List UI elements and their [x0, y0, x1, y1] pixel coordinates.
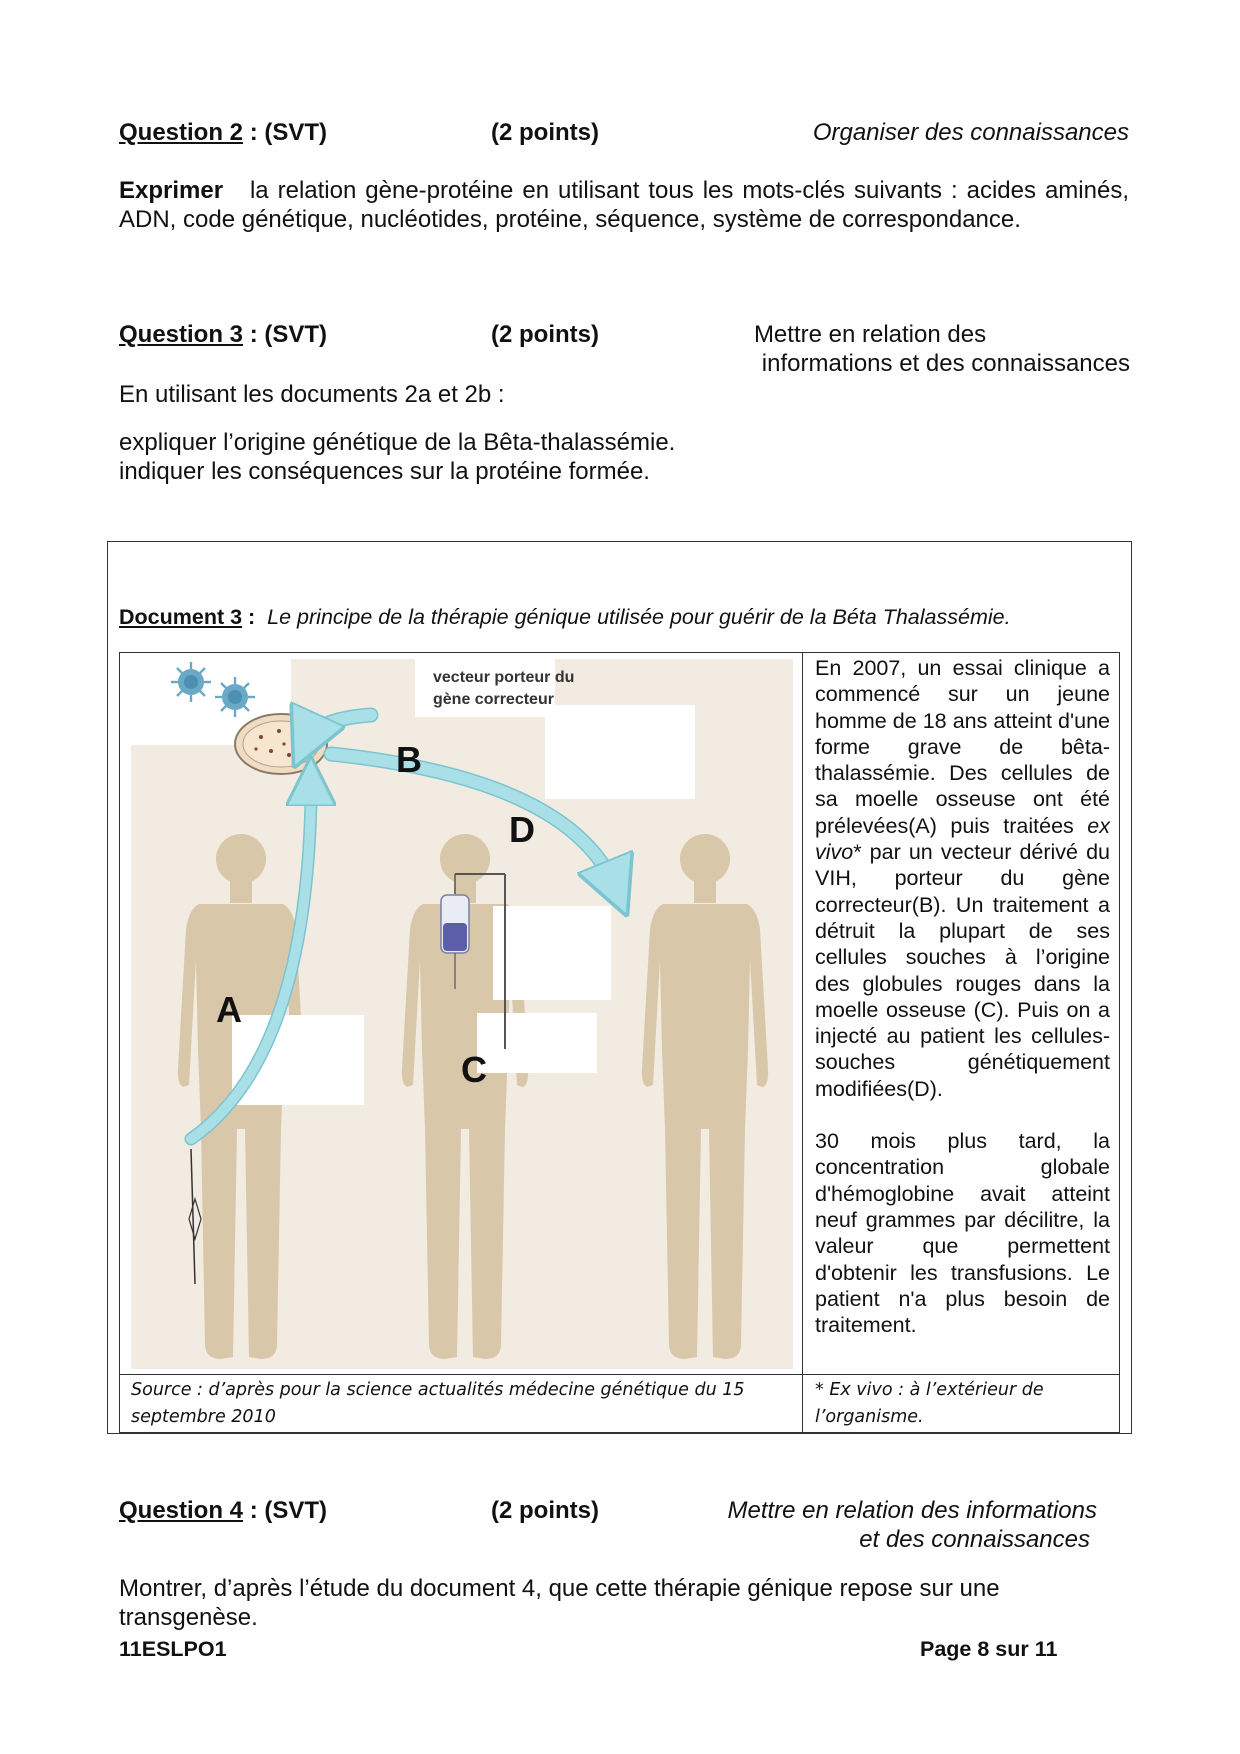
question-2-competence: Organiser des connaissances	[812, 119, 1129, 146]
figure-letter-a: A	[216, 989, 242, 1030]
document-3-title: Le principe de la thérapie génique utilisée pour guérir de la Béta Thalassémie.	[267, 605, 1011, 629]
question-3-competence-line2: informations et des connaissances	[761, 350, 1130, 377]
vector-label-line1: vecteur porteur du	[433, 669, 575, 686]
question-3-competence: Mettre en relation des	[753, 321, 987, 348]
question-3-points: (2 points)	[491, 321, 599, 348]
table-divider-vertical	[802, 652, 803, 1433]
document-3-footnote: * Ex vivo : à l’extérieur de l’organisme.	[815, 1380, 1044, 1427]
virus-icon-3	[215, 677, 255, 717]
virus-icon-2	[171, 662, 211, 702]
figure-letter-b: B	[396, 739, 422, 780]
vector-label-line2: gène correcteur	[433, 691, 554, 708]
figure-letter-d: D	[509, 809, 535, 850]
question-2-points: (2 points)	[491, 119, 599, 146]
question-4-competence-line2: et des connaissances	[859, 1526, 1090, 1553]
question-4-competence-line1: Mettre en relation des informations	[727, 1497, 1097, 1524]
question-3-intro: En utilisant les documents 2a et 2b :	[119, 381, 505, 408]
question-2-lead: Exprimer	[119, 177, 224, 204]
document-3-description	[815, 655, 1110, 1338]
question-3-item-1: expliquer l’origine génétique de la Bêta-thalassémie.	[119, 429, 676, 456]
document-3-source: Source : d’après pour la science actualités médecine génétique du 15 septembre 2010	[131, 1380, 745, 1427]
question-4-points: (2 points)	[491, 1497, 599, 1524]
question-4-title: Question 4 : (SVT)	[119, 1497, 328, 1524]
question-3-item-2: indiquer les conséquences sur la protéine formée.	[119, 458, 650, 485]
document-3-heading: Document 3 : Le principe de la thérapie génique utilisée pour guérir de la Béta Thalassémie.	[119, 605, 1011, 629]
description-paragraph-1: En 2007, un essai clinique a commencé sur un jeune homme de 18 ans atteint d'une forme grave de bêta-thalassémie. Des cellules de sa moelle osseuse ont été prélevées(A) puis traitées ex vivo* par un vecteur dérivé du VIH, porteur du gène correcteur(B). Un traitement a détruit la plupart de ses cellules souches à l’origine des globules rouges dans la moelle osseuse (C). Puis on a injecté au patient les cellules-souches génétiquement modifiées(D).	[815, 656, 1110, 1101]
question-3-title: Question 3 : (SVT)	[119, 321, 328, 348]
question-2-header	[119, 118, 1129, 178]
question-2-title: Question 2 : (SVT)	[119, 119, 328, 146]
figure-letter-c: C	[461, 1049, 487, 1090]
question-4-text: Montrer, d’après l’étude du document 4, que cette thérapie génique repose sur une transgenèse.	[119, 1575, 1000, 1631]
question-2-text	[119, 176, 1129, 234]
masked-label-5	[477, 1013, 597, 1073]
footer-code: 11ESLPO1	[119, 1637, 227, 1661]
table-divider-horizontal	[119, 1374, 1120, 1375]
gene-therapy-figure	[131, 659, 793, 1369]
question-2-body: la relation gène-protéine en utilisant tous les mots-clés suivants : acides aminés, ADN, code génétique, nucléotides, protéine, séquence, système de correspondance.	[119, 177, 1129, 233]
masked-label-4	[493, 906, 611, 1000]
vector-label-box	[415, 659, 555, 717]
description-paragraph-2: 30 mois plus tard, la concentration globale d'hémoglobine avait atteint neuf grammes par décilitre, la valeur que permettent d'obtenir les transfusions. Le patient n'a plus besoin de traitement.	[815, 1129, 1110, 1338]
masked-label-2	[545, 705, 695, 799]
footer-page-number: Page 8 sur 11	[920, 1637, 1058, 1661]
